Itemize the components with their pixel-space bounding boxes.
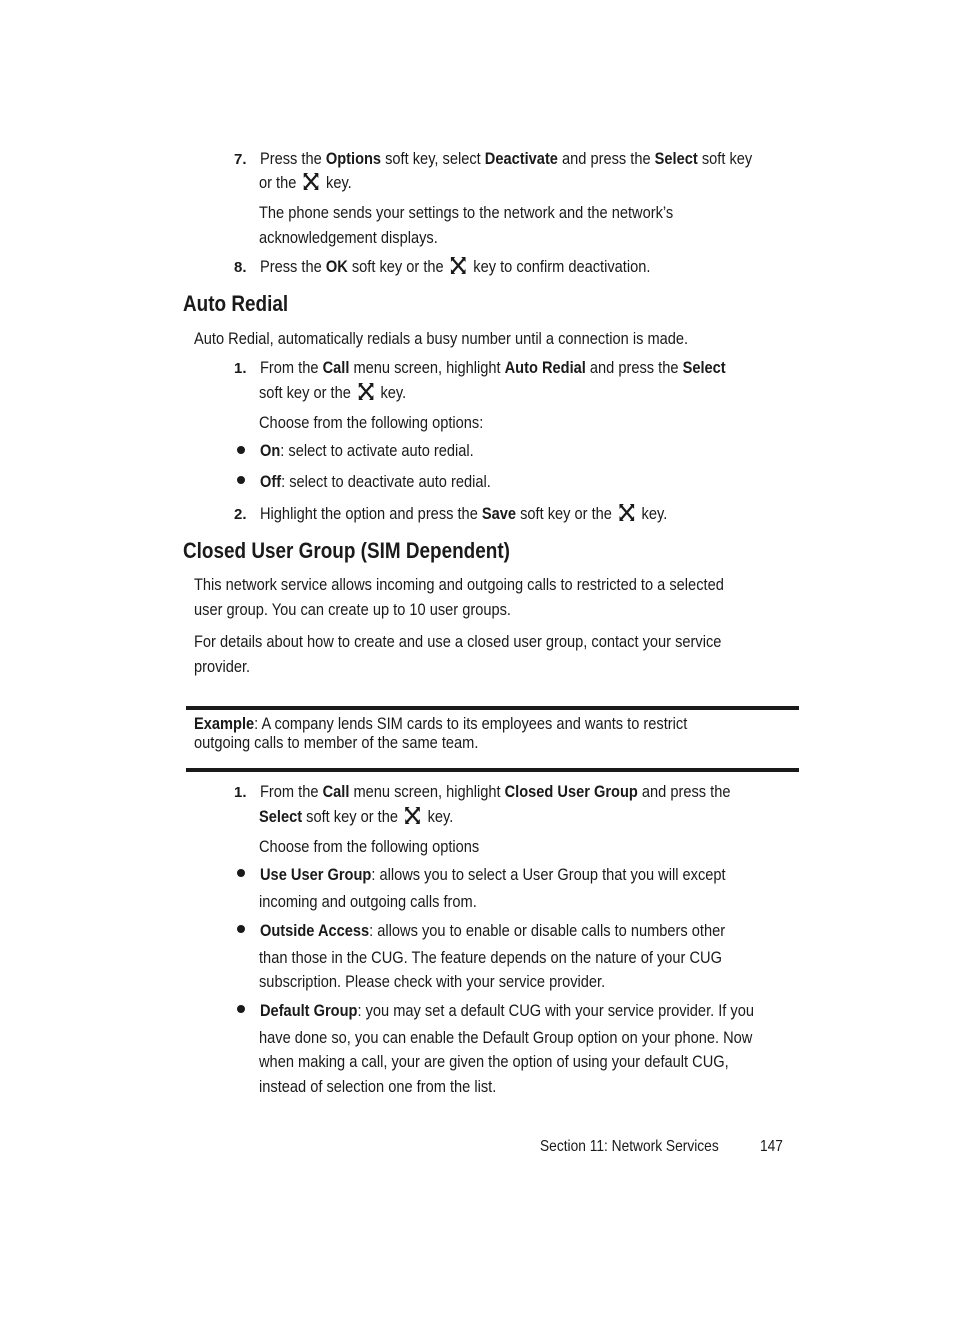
option-default-group-line-4: instead of selection one from the list. — [259, 1077, 497, 1096]
step-7-note-line-2: acknowledgement displays. — [259, 228, 438, 247]
option-use-user-group-line-1: Use User Group: allows you to select a User Group that you will except — [260, 865, 726, 884]
option-outside-access-line-3: subscription. Please check with your service provider. — [259, 972, 606, 991]
option-outside-access-line-1: Outside Access: allows you to enable or disable calls to numbers other — [260, 921, 726, 940]
cug-step-1-line-1: From the Call menu screen, highlight Closed User Group and press the — [260, 782, 731, 801]
option-on: On: select to activate auto redial. — [260, 441, 474, 460]
auto-redial-step-2-line: Highlight the option and press the Save soft key or the key. — [260, 504, 668, 523]
step-8-line: Press the OK soft key or the key to confirm deactivation. — [260, 257, 651, 276]
step-number: 7. — [234, 151, 247, 168]
nav-key-icon — [450, 256, 466, 275]
nav-key-icon — [619, 503, 635, 522]
auto-redial-heading: Auto Redial — [183, 291, 289, 316]
step-number: 1. — [234, 360, 247, 377]
cug-para-1-line-1: This network service allows incoming and outgoing calls to restricted to a selected — [194, 575, 724, 594]
example-top-rule — [186, 706, 799, 710]
step-number: 1. — [234, 784, 247, 801]
step-7-line-1: Press the Options soft key, select Deactivate and press the Select soft key — [260, 149, 753, 168]
example-line-2: outgoing calls to member of the same team. — [194, 733, 479, 752]
option-outside-access-line-2: than those in the CUG. The feature depends on the nature of your CUG — [259, 948, 722, 967]
cug-para-2-line-1: For details about how to create and use a closed user group, contact your service — [194, 632, 722, 651]
option-off: Off: select to deactivate auto redial. — [260, 472, 491, 491]
nav-key-icon — [303, 172, 319, 191]
auto-redial-intro: Auto Redial, automatically redials a busy number until a connection is made. — [194, 329, 689, 348]
option-default-group-line-1: Default Group: you may set a default CUG with your service provider. If you — [260, 1001, 755, 1020]
auto-redial-step-1-line-1: From the Call menu screen, highlight Auto Redial and press the Select — [260, 358, 726, 377]
option-default-group-line-3: when making a call, your are given the option of using your default CUG, — [259, 1052, 729, 1071]
cug-choose: Choose from the following options — [259, 837, 480, 856]
option-use-user-group-line-2: incoming and outgoing calls from. — [259, 892, 477, 911]
step-7-note-line-1: The phone sends your settings to the network and the network’s — [259, 203, 674, 222]
bullet-icon — [237, 925, 245, 933]
nav-key-icon — [405, 806, 421, 825]
nav-key-icon — [357, 382, 373, 401]
step-number: 2. — [234, 506, 247, 523]
footer-section: Section 11: Network Services — [540, 1138, 719, 1155]
cug-heading: Closed User Group (SIM Dependent) — [183, 538, 510, 563]
cug-para-1-line-2: user group. You can create up to 10 user groups. — [194, 600, 511, 619]
auto-redial-step-1-line-2: soft key or the key. — [259, 383, 407, 402]
step-number: 8. — [234, 259, 247, 276]
step-7-line-2: or the key. — [259, 173, 352, 192]
bullet-icon — [237, 1005, 245, 1013]
example-line-1: Example: A company lends SIM cards to its employees and wants to restrict — [194, 714, 688, 733]
bullet-icon — [237, 476, 245, 484]
example-bottom-rule — [186, 768, 799, 772]
auto-redial-choose: Choose from the following options: — [259, 413, 484, 432]
option-default-group-line-2: have done so, you can enable the Default Group option on your phone. Now — [259, 1028, 753, 1047]
bullet-icon — [237, 869, 245, 877]
bullet-icon — [237, 446, 245, 454]
cug-para-2-line-2: provider. — [194, 657, 251, 676]
page-number: 147 — [760, 1138, 783, 1155]
cug-step-1-line-2: Select soft key or the key. — [259, 807, 454, 826]
